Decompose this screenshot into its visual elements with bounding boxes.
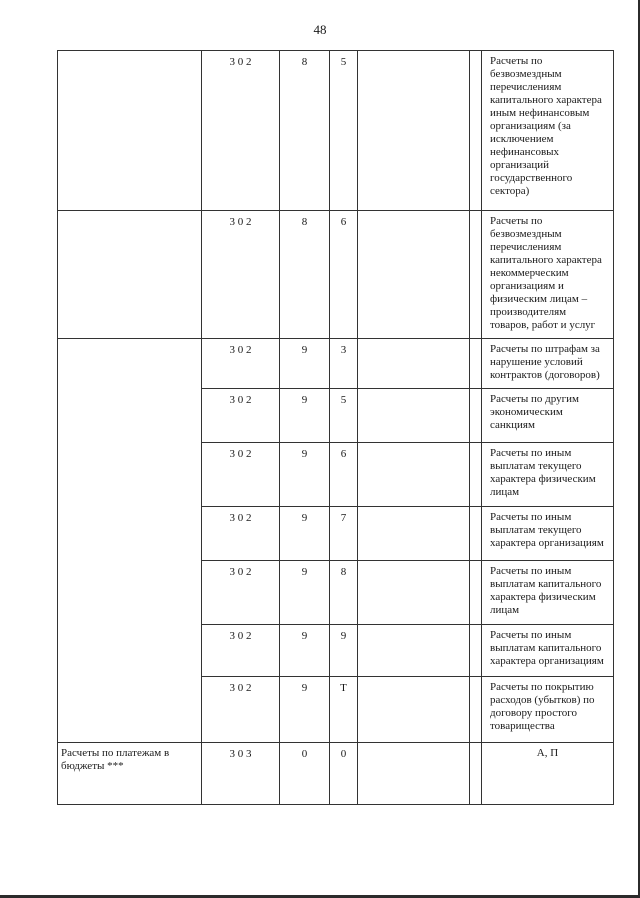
empty-code-cell <box>470 443 482 507</box>
empty-code-cell <box>470 51 482 211</box>
empty-code-cell <box>358 625 470 677</box>
code-type-cell: 9 <box>330 625 358 677</box>
account-codes-table <box>57 50 614 805</box>
code-group-cell: 9 <box>280 677 330 743</box>
row-label-cell <box>58 51 202 211</box>
empty-code-cell <box>470 561 482 625</box>
account-description: Расчеты по безвозмездным перечислениям капитального характера некоммерческим организациям и физическим лицам – производителям товаров, работ и услуг <box>482 211 614 339</box>
code-type-cell: 5 <box>330 51 358 211</box>
code-type-cell: 7 <box>330 507 358 561</box>
empty-code-cell <box>358 507 470 561</box>
account-description: Расчеты по иным выплатам капитального характера физическим лицам <box>482 561 614 625</box>
empty-code-cell <box>470 389 482 443</box>
empty-code-cell <box>358 743 470 805</box>
code-synthetic-cell: 3 0 2 <box>202 443 280 507</box>
table-row <box>58 743 614 805</box>
code-group-cell: 9 <box>280 561 330 625</box>
account-description: А, П <box>482 743 614 805</box>
account-description: Расчеты по иным выплатам капитального характера организациям <box>482 625 614 677</box>
code-group-cell: 9 <box>280 625 330 677</box>
code-synthetic-cell: 3 0 2 <box>202 339 280 389</box>
code-synthetic-cell: 3 0 2 <box>202 51 280 211</box>
table-row <box>58 51 614 211</box>
empty-code-cell <box>358 389 470 443</box>
empty-code-cell <box>470 625 482 677</box>
code-synthetic-cell: 3 0 2 <box>202 677 280 743</box>
empty-code-cell <box>470 339 482 389</box>
code-type-cell: 8 <box>330 561 358 625</box>
page-number: 48 <box>313 22 327 37</box>
code-type-cell: 3 <box>330 339 358 389</box>
empty-code-cell <box>470 743 482 805</box>
empty-code-cell <box>358 211 470 339</box>
row-label-cell <box>58 211 202 339</box>
code-type-cell: Т <box>330 677 358 743</box>
account-description: Расчеты по иным выплатам текущего характера физическим лицам <box>482 443 614 507</box>
account-description: Расчеты по иным выплатам текущего характера организациям <box>482 507 614 561</box>
code-synthetic-cell: 3 0 2 <box>202 507 280 561</box>
code-type-cell: 6 <box>330 211 358 339</box>
code-group-cell: 9 <box>280 339 330 389</box>
code-group-cell: 8 <box>280 211 330 339</box>
row-label-cell <box>58 339 202 743</box>
account-description: Расчеты по покрытию расходов (убытков) по договору простого товарищества <box>482 677 614 743</box>
code-synthetic-cell: 3 0 2 <box>202 625 280 677</box>
code-group-cell: 8 <box>280 51 330 211</box>
account-description: Расчеты по штрафам за нарушение условий контрактов (договоров) <box>482 339 614 389</box>
code-type-cell: 5 <box>330 389 358 443</box>
code-type-cell: 0 <box>330 743 358 805</box>
code-group-cell: 9 <box>280 389 330 443</box>
code-synthetic-cell: 3 0 3 <box>202 743 280 805</box>
empty-code-cell <box>470 211 482 339</box>
table-row <box>58 211 614 339</box>
empty-code-cell <box>358 443 470 507</box>
code-group-cell: 9 <box>280 443 330 507</box>
empty-code-cell <box>358 51 470 211</box>
empty-code-cell <box>358 339 470 389</box>
account-description: Расчеты по безвозмездным перечислениям капитального характера иным нефинансовым организациям (за исключением нефинансовых организаций государственного сектора) <box>482 51 614 211</box>
table-row <box>58 339 614 389</box>
code-group-cell: 0 <box>280 743 330 805</box>
empty-code-cell <box>470 677 482 743</box>
empty-code-cell <box>358 561 470 625</box>
code-group-cell: 9 <box>280 507 330 561</box>
empty-code-cell <box>358 677 470 743</box>
code-synthetic-cell: 3 0 2 <box>202 561 280 625</box>
code-synthetic-cell: 3 0 2 <box>202 211 280 339</box>
code-synthetic-cell: 3 0 2 <box>202 389 280 443</box>
account-description: Расчеты по другим экономическим санкциям <box>482 389 614 443</box>
code-type-cell: 6 <box>330 443 358 507</box>
row-label-cell: Расчеты по платежам в бюджеты *** <box>58 743 202 805</box>
empty-code-cell <box>470 507 482 561</box>
